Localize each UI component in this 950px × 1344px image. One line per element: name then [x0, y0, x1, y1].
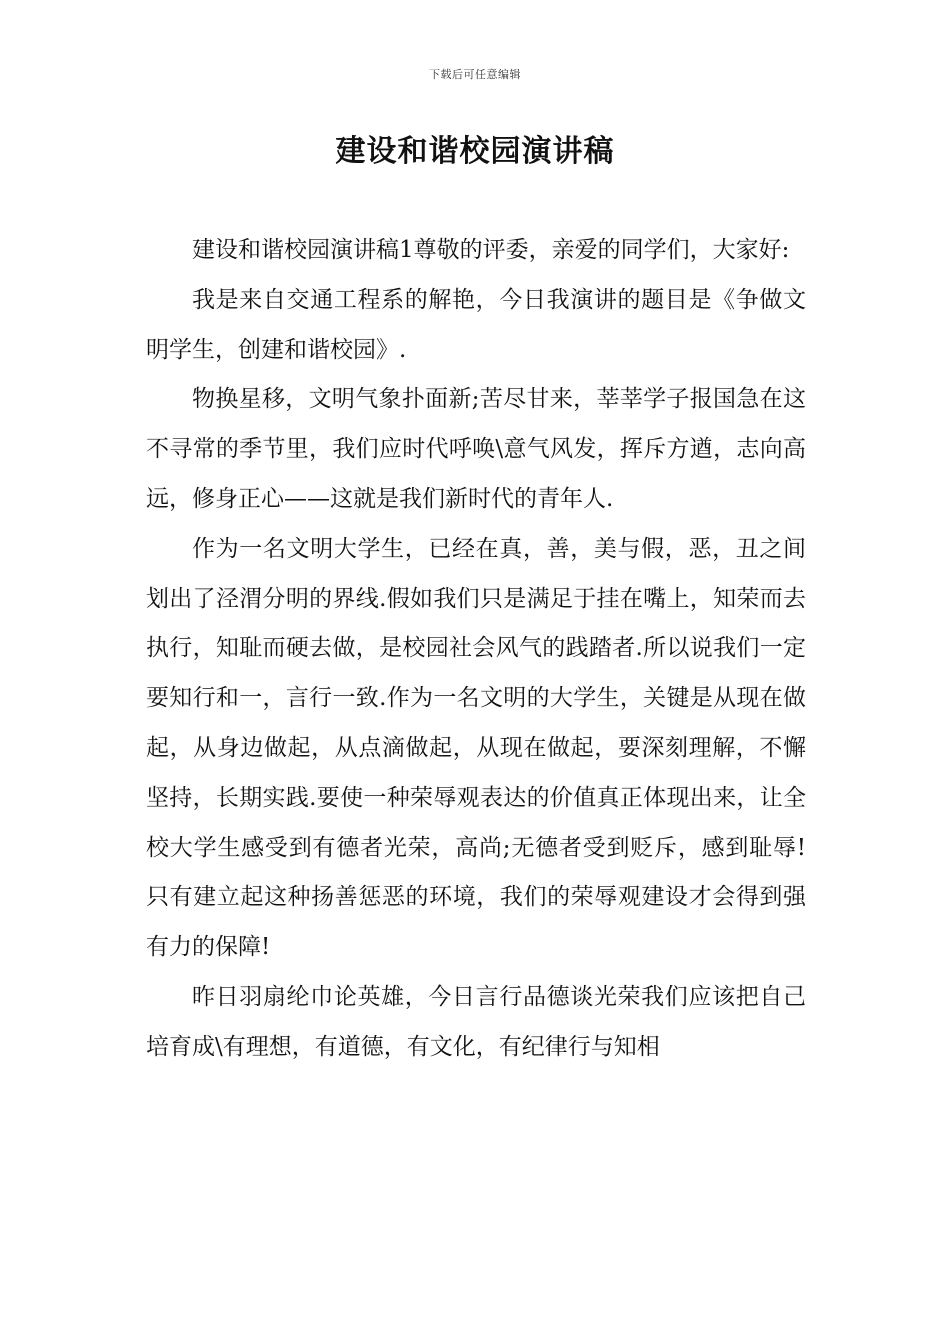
paragraph-5: 昨日羽扇纶巾论英雄，今日言行品德谈光荣我们应该把自己培育成\有理想，有道德，有文化，有纪律行与知相 [146, 983, 806, 1060]
document-title: 建设和谐校园演讲稿 [335, 134, 615, 169]
paragraph-1: 建设和谐校园演讲稿1尊敬的评委，亲爱的同学们，大家好: [192, 237, 790, 263]
header-note: 下载后可任意编辑 [429, 68, 521, 81]
paragraph-2: 我是来自交通工程系的解艳，今日我演讲的题目是《争做文明学生，创建和谐校园》. [146, 286, 806, 363]
paragraph-4: 作为一名文明大学生，已经在真，善，美与假，恶，丑之间划出了泾渭分明的界线.假如我们只是满足于挂在嘴上，知荣而去执行，知耻而硬去做，是校园社会风气的践踏者.所以说我们一定要知行和一，言行一致.作为一名文明的大学生，关键是从现在做起，从身边做起，从点滴做起，从现在做起，要深刻理解，不懈坚持，长期实践.要使一种荣辱观表达的价值真正体现出来，让全校大学生感受到有德者光荣，高尚;无德者受到贬斥，感到耻辱!只有建立起这种扬善惩恶的环境，我们的荣辱观建设才会得到强有力的保障! [146, 535, 806, 961]
document-body [146, 226, 806, 1073]
paragraph-3: 物换星移，文明气象扑面新;苦尽甘来，莘莘学子报国急在这不寻常的季节里，我们应时代呼唤\意气风发，挥斥方遒，志向高远，修身正心——这就是我们新时代的青年人. [146, 386, 806, 512]
